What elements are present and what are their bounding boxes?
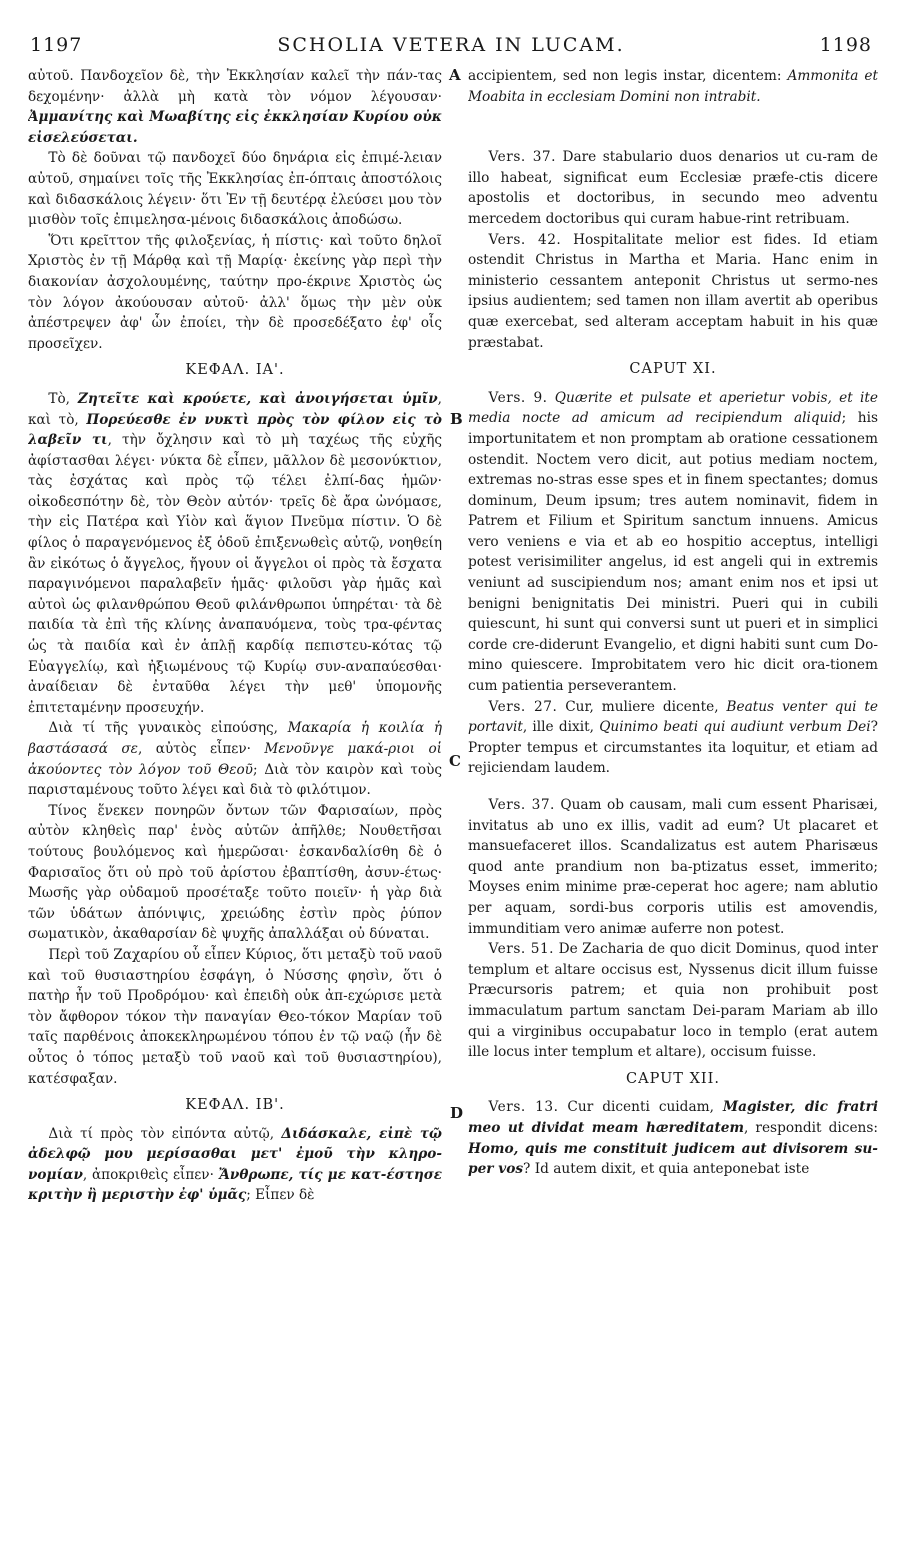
greek-text: , αὐτὸς εἶπεν· bbox=[137, 741, 265, 757]
latin-text: , ille dixit, bbox=[522, 719, 600, 736]
latin-chapter-heading: CAPUT XI. bbox=[629, 361, 717, 378]
latin-quotation: Quinimo beati qui audiunt verbum Dei bbox=[599, 719, 871, 736]
latin-paragraph bbox=[468, 939, 878, 1063]
latin-text: ; his importunitatem et non promptam ab oratione cessationem ostendit. Noctem vero dicit, aut potius mediam noctem, extremas no-stras esse spes et in finem spectantes; domus dominum, Deum ipsum; tres autem nominavit, fidem in Patrem et Filium et Spiritum sanctum innuens. Amicus vero veniens e via et ab eo hospitio acceptus, intelligi potest verisimiliter angelus, id est angeli qui in extremis veniunt ad suscipiendum nos; amant enim nos et ipsi ut benigni benignitatis Dei ministri. Pueri qui in cubili quiescunt, hi sunt qui conversi sunt ut pueri et in simplici corde cre-diderunt Evangelio, et digni habiti sunt cum Do-mino quiescere. Improbitatem vero hic dicit ora-tionem cum patientia perseverantem. bbox=[468, 410, 878, 695]
greek-text: Διὰ τί πρὸς τὸν εἰπόντα αὐτῷ, bbox=[48, 1125, 282, 1142]
greek-quotation: Ζητεῖτε καὶ κρούετε, καὶ ἀνοιγήσεται ὑμῖν bbox=[77, 390, 438, 407]
latin-text: Hospitalitate melior est fides. Id etiam ostendit Christus in Martha et Maria. Hanc enim in ministerio cessantem anteponit Christus ut sermo-nes ipsius audientem; sed tamen non illam avertit ab operibus quæ exercebat, sed alteram acceptam habuit in his quæ præstabat. bbox=[468, 231, 878, 351]
spacer bbox=[468, 107, 878, 147]
verse-reference: Vers. 37. bbox=[488, 149, 556, 166]
verse-reference: Vers. 51. bbox=[488, 941, 555, 958]
greek-text: , ἀποκριθεὶς εἶπεν· bbox=[82, 1166, 219, 1183]
greek-paragraph: Τὸ δὲ δοῦναι τῷ πανδοχεῖ δύο δηνάρια εἰς ἐπιμέ-λειαν αὐτοῦ, σημαίνει τοῖς τῆς Ἐκκλησίας ἐπ-όπταις ἀποστόλοις καὶ διδασκάλοις λέγειν· ὅτι Ἐν τῇ δευτέρᾳ ἐλεύσει μου τὸν μισθὸν τοῖς ἐπιμελησα-μένοις διδασκάλοις ἀποδώσω. bbox=[28, 150, 442, 229]
page-header bbox=[30, 34, 872, 62]
greek-paragraph bbox=[28, 718, 442, 800]
margin-marker-b: B bbox=[450, 410, 463, 428]
latin-text: De Zacharia de quo dicit Dominus, quod inter templum et altare occisus est, Nyssenus dicit illum fuisse Præcursoris patrem; et quia non prohibuit post immaculatum partum sanctam Dei-param Mariam ab illo qui a virginibus occupabatur loco in templo (erat autem ille locus inter templum et altare), occisum fuisse. bbox=[468, 941, 878, 1061]
greek-quotation: Μενοῦνγε μακά-ριοι οἱ ἀκούοντες τὸν λόγον τοῦ Θεοῦ bbox=[28, 741, 442, 778]
greek-paragraph: Ὅτι κρεῖττον τῆς φιλοξενίας, ἡ πίστις· καὶ τοῦτο δηλοῖ Χριστὸς ἐν τῇ Μάρθᾳ καὶ τῇ Μαρίᾳ· ἐκείνης γὰρ περὶ τὴν διακονίαν ἀσχολουμένης, ταύτην προ-έκρινε Χριστὸς ὡς τὸν λόγον ἀκούουσαν αὐτοῦ· ἀλλ' ὅμως τὴν μὲν οὐκ ἀπέστρεψεν ἀφ' ὧν ἐποίει, τὴν δὲ προσεδέξατο ἐφ' οἷς προσεῖχεν. bbox=[28, 232, 442, 352]
latin-paragraph bbox=[468, 1097, 878, 1179]
greek-quotation: Ἄνθρωπε, τίς με κατ-έστησε κριτὴν ἢ μεριστὴν ἐφ' ὑμᾶς bbox=[28, 1166, 442, 1204]
greek-paragraph: Περὶ τοῦ Ζαχαρίου οὗ εἶπεν Κύριος, ὅτι μεταξὺ τοῦ ναοῦ καὶ τοῦ θυσιαστηρίου ἐσφάγη, ὁ Νύσσης φησὶν, ὅτι ὁ πατὴρ ἦν τοῦ Προδρόμου· καὶ ἐπειδὴ οὐκ ἀπ-εχώρισε μετὰ τὸν ἄφθορον τόκον τὴν παναγίαν Θεο-τόκον Μαρίαν τοῦ ταῖς παρθένοις ἀποκεκληρωμένου τόπου ἐν τῷ ναῷ (ἦν δὲ οὗτος ὁ τόπος μεταξὺ τοῦ ναοῦ καὶ τοῦ θυσιαστηρίου), κατέσφαξαν. bbox=[28, 946, 442, 1087]
greek-paragraph bbox=[28, 1124, 442, 1206]
verse-reference: Vers. 9. bbox=[488, 389, 548, 406]
running-title: SCHOLIA VETERA IN LUCAM. bbox=[277, 34, 625, 56]
greek-quotation: Ἀμμανίτης καὶ Μωαβίτης εἰς ἐκκλησίαν Κυρίου οὐκ εἰσελεύσεται. bbox=[28, 109, 442, 146]
greek-paragraph bbox=[28, 389, 442, 719]
greek-quotation: Πορεύεσθε ἐν νυκτὶ πρὸς τὸν φίλον εἰς τὸ λαβεῖν τι bbox=[28, 411, 442, 449]
greek-text: ; Εἶπεν δὲ bbox=[246, 1187, 315, 1204]
latin-paragraph bbox=[468, 147, 878, 229]
latin-text: Cur dicenti cuidam, bbox=[558, 1099, 723, 1116]
latin-text: Cur, muliere dicente, bbox=[557, 698, 727, 715]
latin-quotation: Magister, dic fratri meo ut dividat meam hæreditatem bbox=[468, 1099, 878, 1136]
greek-text: , τὴν ὄχλησιν καὶ τὸ μὴ ταχέως τῆς εὐχῆς ἀφίστασθαι λέγει· νύκτα δὲ εἶπεν, μᾶλλον δὲ μεσονύκτιον, τὰς ἐσχάτας καὶ πρὸς τῷ τέλει ἐλπί-δας ἡμῶν· οἰκοδεσπότην δὲ, τὸν Θεὸν αὐτόν· τρεῖς δὲ ἄρα ὠνόμασε, τὴν εἰς Πατέρα καὶ Υἱὸν καὶ ἅγιον Πνεῦμα πίστιν. Ὁ δὲ φίλος ὁ παραγενόμενος ἐξ ὁδοῦ ἐπιξενωθεὶς αὐτῷ, νοηθείη ἂν εἰκότως ὁ ἄγγελος, ἤγουν οἱ ἄγγελοι οἱ πρὸς τὰ ἔσχατα παραγινόμενοι παραλαβεῖν ἡμᾶς· φιλοῦσι γὰρ ἡμᾶς καὶ αὐτοὶ ὡς φιλανθρώπου Θεοῦ φιλάνθρωποι ὑπηρέται· τὰ δὲ παιδία τὰ ἐπὶ τῆς κλίνης ἀναπαυόμενα, τοὺς τρα-φέντας ὡς τὰ παιδία καὶ ἐν ἁπλῇ καρδίᾳ πεπιστευ-κότας τῷ Εὐαγγελίῳ, καὶ ἠξιωμένους τῷ Κυρίῳ συν-αναπαύεσθαι· ἀναίδειαν δὲ ἐνταῦθα λέγει τὴν μεθ' ὑπομονῆς ἐπιτεταμένην προσευχήν. bbox=[28, 432, 442, 716]
latin-paragraph bbox=[468, 697, 878, 779]
greek-text: Διὰ τί τῆς γυναικὸς εἰπούσης, bbox=[48, 720, 288, 737]
greek-paragraph bbox=[28, 66, 442, 148]
greek-column bbox=[28, 66, 442, 1533]
greek-text: Τὸ, bbox=[48, 390, 78, 407]
latin-paragraph bbox=[468, 388, 878, 697]
greek-chapter-heading: ΚΕΦΑΛ. ΙΒ'. bbox=[185, 1097, 285, 1114]
margin-marker-a: A bbox=[449, 66, 461, 84]
greek-text: , καὶ τὸ, bbox=[28, 390, 442, 428]
latin-quotation: Ammonita et Moabita in ecclesiam Domini non intrabit. bbox=[468, 68, 878, 105]
right-column-number: 1198 bbox=[819, 34, 872, 56]
left-column-number: 1197 bbox=[30, 34, 83, 56]
latin-column bbox=[468, 66, 878, 1533]
latin-text: , respondit dicens: bbox=[743, 1119, 878, 1136]
margin-marker-d: D bbox=[450, 1104, 464, 1122]
greek-text: ; Διὰ τὸν καιρὸν καὶ τοὺς παρισταμένους τοῦτο λέγει καὶ διὰ τὸ φιλότιμον. bbox=[28, 761, 442, 799]
greek-quotation: Μακαρία ἡ κοιλία ἡ βαστάσασά σε bbox=[28, 720, 442, 757]
latin-chapter-heading: CAPUT XII. bbox=[626, 1070, 720, 1087]
latin-paragraph bbox=[468, 66, 878, 107]
latin-quotation: Homo, quis me constituit judicem aut divisorem su-per vos bbox=[468, 1140, 878, 1178]
verse-reference: Vers. 42. bbox=[488, 231, 562, 248]
latin-text: Dare stabulario duos denarios ut cu-ram de illo habeat, significat eum Ecclesiæ præfe-ctis dicere apostolis et doctoribus, in secundo meo adventu mercedem doctoribus qui curam habue-rint retribuam. bbox=[468, 149, 878, 227]
latin-quotation: Quærite et pulsate et aperietur vobis, et ite media nocte ad amicum ad recipiendum aliquid bbox=[468, 389, 878, 427]
latin-text: accipientem, sed non legis instar, dicentem: bbox=[468, 68, 788, 84]
latin-text: Quam ob causam, mali cum essent Pharisæi, invitatus ab uno ex illis, vadit ad eum? Ut placaret et mansuefaceret illos. Scandalizatus est autem Pharisæus quod ante prandium non ba-ptizatus esset, immerito; Moyses enim minime præ-ceperat hoc agere; nam ablutio per aquam, sordi-bus corporis utilis est amovendis, immunditiam vero animæ auferre non potest. bbox=[468, 797, 878, 937]
latin-paragraph bbox=[468, 795, 878, 939]
latin-quotation: Beatus venter qui te portavit bbox=[468, 698, 878, 736]
verse-reference: Vers. 37. bbox=[488, 797, 555, 813]
greek-chapter-heading: ΚΕΦΑΛ. ΙΑ'. bbox=[185, 362, 285, 379]
greek-paragraph: Τίνος ἕνεκεν πονηρῶν ὄντων τῶν Φαρισαίων, πρὸς αὐτὸν κληθεὶς παρ' ἑνὸς αὐτῶν ἀπῆλθε; Νουθετῆσαι τούτους βουλόμενος καὶ ἡμερῶσαι· ἐσκανδαλίσθη δὲ ὁ Φαρισαῖος ὅτι οὐ πρὸ τοῦ ἀρίστου ἐβαπτίσθη, ἀσυν-έτως· Μωσῆς γὰρ οὐδαμοῦ προσέταξε τοῦτο ποιεῖν· ἡ γὰρ διὰ τῶν ὑδάτων ἀπόνιψις, χρειώδης ἐστὶν πρὸς ῥύπον σωματικὸν, ἀκαθαρσίαν δὲ ψυχῆς ἀπαλλάξαι οὐ δύναται. bbox=[28, 802, 442, 943]
latin-paragraph bbox=[468, 230, 878, 354]
verse-reference: Vers. 13. bbox=[488, 1099, 559, 1116]
greek-text: αὐτοῦ. Πανδοχεῖον δὲ, τὴν Ἐκκλησίαν καλεῖ τὴν πάν-τας δεχομένην· ἀλλὰ μὴ κατὰ τὸν νόμον λέγουσαν· bbox=[28, 68, 442, 105]
latin-text: ? Propter tempus et circumstantes ita loquitur, et etiam ad rejiciendam laudem. bbox=[468, 719, 878, 777]
spacer bbox=[468, 779, 878, 795]
verse-reference: Vers. 27. bbox=[488, 698, 558, 715]
margin-marker-c: C bbox=[449, 752, 461, 770]
latin-text: ? Id autem dixit, et quia anteponebat iste bbox=[523, 1161, 810, 1178]
greek-quotation: Διδάσκαλε, εἰπὲ τῷ ἀδελφῷ μου μερίσασθαι μετ' ἐμοῦ τὴν κληρο-νομίαν bbox=[28, 1125, 442, 1183]
